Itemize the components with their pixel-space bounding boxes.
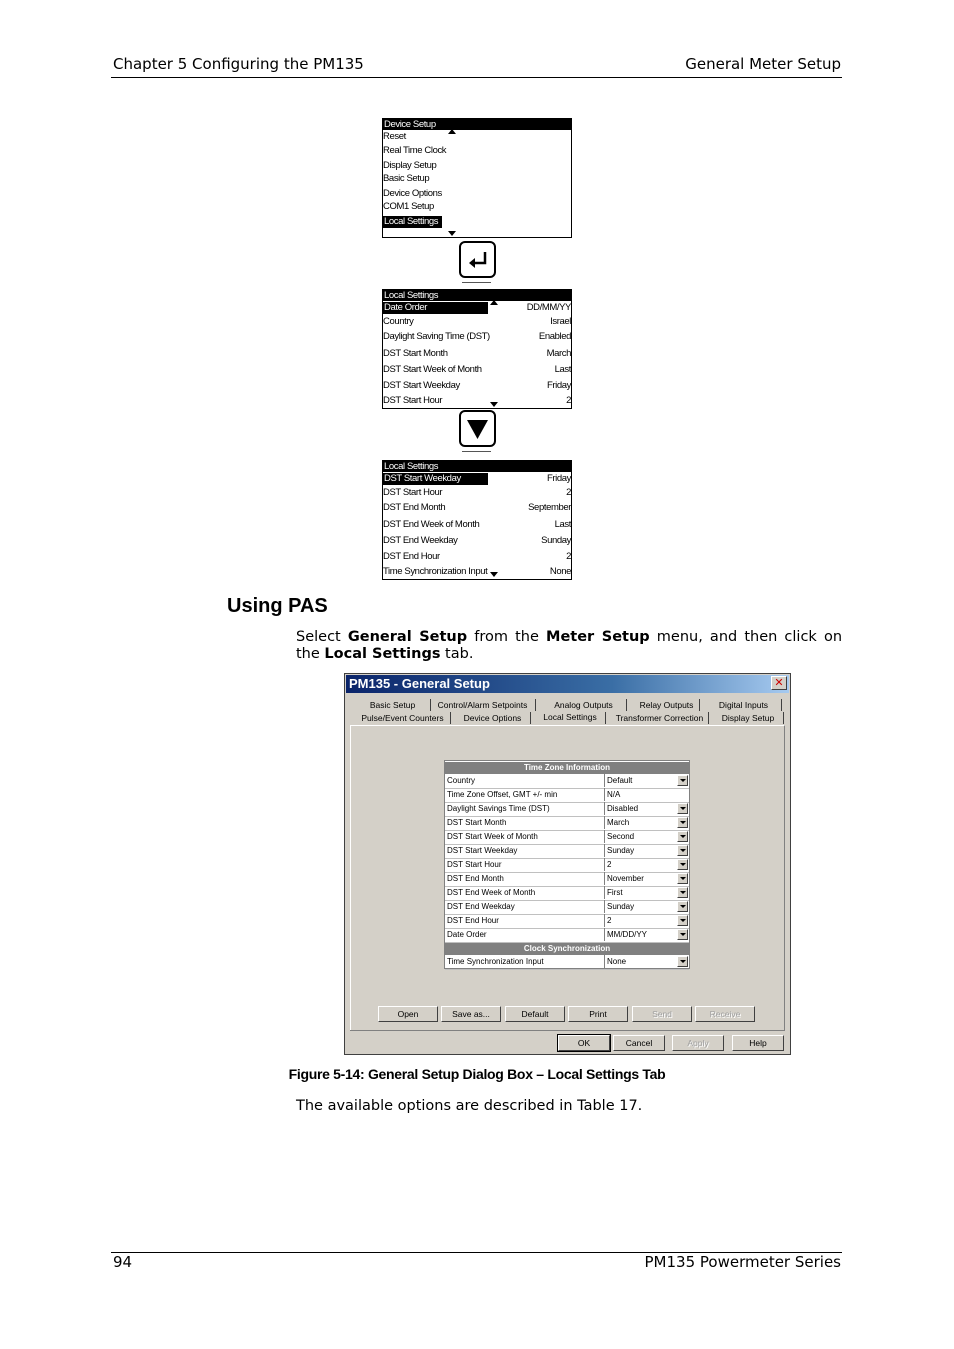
value-text: Default — [607, 776, 633, 785]
figure-caption: Figure 5-14: General Setup Dialog Box – Local Settings Tab — [288, 1066, 666, 1082]
value-field[interactable] — [604, 788, 689, 801]
lcd-menu-label: Device Options — [383, 188, 442, 199]
lcd-row-value: Last — [554, 364, 571, 375]
chevron-down-icon[interactable] — [677, 929, 688, 940]
value-dropdown[interactable] — [604, 844, 689, 857]
value-dropdown[interactable] — [604, 914, 689, 927]
lcd-row-label: Country — [383, 316, 414, 327]
chevron-down-icon[interactable] — [677, 873, 688, 884]
lcd-row-label: Daylight Saving Time (DST) — [383, 331, 490, 342]
tab-analog-outputs[interactable]: Analog Outputs — [554, 700, 613, 710]
tab-control-alarm-setpoints[interactable]: Control/Alarm Setpoints — [437, 700, 528, 710]
value-text: Sunday — [607, 846, 635, 855]
grid-row — [445, 774, 689, 789]
lcd-title: Device Setup — [383, 119, 571, 130]
grid-row-label: Time Synchronization Input — [447, 957, 544, 966]
chevron-down-icon[interactable] — [677, 901, 688, 912]
chevron-down-icon[interactable] — [677, 887, 688, 898]
chevron-down-icon[interactable] — [677, 831, 688, 842]
apply-button[interactable]: Apply — [672, 1035, 724, 1051]
grid-row-label: Country — [447, 776, 476, 785]
grid-row — [445, 955, 689, 970]
settings-grid — [444, 760, 690, 969]
lcd-menu-label: Reset — [383, 131, 406, 142]
lcd-title: Local Settings — [383, 290, 571, 301]
lcd-menu-item — [383, 173, 571, 185]
lcd-row-label: DST Start Week of Month — [383, 364, 482, 375]
header-rule — [111, 77, 842, 78]
lcd-row-label: DST Start Month — [383, 348, 448, 359]
lcd-row-value: September — [528, 502, 571, 513]
open-button[interactable]: Open — [378, 1006, 438, 1022]
tab-pulse-event-counters[interactable]: Pulse/Event Counters — [361, 713, 444, 723]
grid-row — [445, 886, 689, 901]
lcd-row-label: Time Synchronization Input — [383, 566, 488, 577]
lcd-row — [383, 380, 571, 392]
tab-local-settings[interactable]: Local Settings — [535, 711, 605, 723]
value-text: March — [607, 818, 630, 827]
grid-row — [445, 858, 689, 873]
lcd-row — [383, 535, 571, 547]
grid-row-label: Date Order — [447, 930, 487, 939]
tab-separator — [605, 712, 606, 724]
chevron-down-icon[interactable] — [677, 915, 688, 926]
lcd-local-settings-page2 — [382, 460, 572, 580]
value-text: N/A — [607, 790, 621, 799]
running-header-chapter: Chapter 5 Configuring the PM135 — [113, 55, 364, 73]
scroll-down-icon — [448, 231, 456, 236]
lcd-menu-item — [383, 188, 571, 200]
footer-series: PM135 Powermeter Series — [644, 1253, 841, 1271]
chevron-down-icon[interactable] — [677, 859, 688, 870]
scroll-down-icon — [490, 572, 498, 577]
value-dropdown[interactable] — [604, 886, 689, 899]
grid-row — [445, 928, 689, 943]
lcd-menu-label: Display Setup — [383, 160, 437, 171]
tab-separator — [781, 699, 782, 711]
chevron-down-icon[interactable] — [677, 845, 688, 856]
lcd-row-label: DST End Hour — [383, 551, 440, 562]
time-zone-header: Time Zone Information — [445, 762, 689, 774]
value-text: Second — [607, 832, 635, 841]
grid-row-label: DST Start Month — [447, 818, 507, 827]
tab-separator — [530, 712, 531, 724]
paragraph-text: tab. — [440, 646, 474, 662]
lcd-title: Local Settings — [383, 461, 571, 472]
grid-row — [445, 802, 689, 817]
intro-paragraph — [296, 629, 842, 663]
value-text: MM/DD/YY — [607, 930, 647, 939]
clock-sync-header: Clock Synchronization — [445, 943, 689, 955]
grid-row — [445, 872, 689, 887]
lcd-row — [383, 566, 571, 578]
ok-button[interactable]: OK — [558, 1035, 610, 1051]
lcd-row-value: 2 — [566, 551, 571, 562]
paragraph-text: Select — [296, 629, 348, 645]
grid-row-label: DST End Month — [447, 874, 504, 883]
lcd-row — [383, 395, 571, 407]
lcd-menu-item — [383, 160, 571, 172]
close-icon[interactable]: ✕ — [771, 676, 787, 690]
tab-separator — [535, 699, 536, 711]
value-text: 2 — [607, 916, 612, 925]
saveas-button[interactable]: Save as... — [441, 1006, 501, 1022]
grid-row-label: DST End Weekday — [447, 902, 515, 911]
lcd-row-value: March — [546, 348, 571, 359]
cancel-button[interactable]: Cancel — [613, 1035, 665, 1051]
lcd-row-label: DST End Month — [383, 502, 446, 513]
grid-row-label: Time Zone Offset, GMT +/- min — [447, 790, 558, 799]
lcd-row-value: 2 — [566, 395, 571, 406]
lcd-menu-item — [383, 131, 571, 143]
lcd-row — [383, 473, 571, 485]
grid-row — [445, 816, 689, 831]
tab-separator — [783, 712, 784, 724]
value-dropdown[interactable] — [604, 802, 689, 815]
scroll-down-icon — [490, 402, 498, 407]
print-button[interactable]: Print — [568, 1006, 628, 1022]
tab-digital-inputs[interactable]: Digital Inputs — [718, 700, 769, 710]
lcd-row — [383, 302, 571, 314]
lcd-device-setup-menu — [382, 118, 572, 238]
value-dropdown[interactable] — [604, 928, 689, 941]
dialog-title: PM135 - General Setup — [346, 675, 789, 693]
value-dropdown[interactable] — [604, 900, 689, 913]
lcd-row-label: DST End Week of Month — [383, 519, 480, 530]
value-dropdown[interactable] — [604, 774, 689, 787]
grid-row-label: DST Start Weekday — [447, 846, 518, 855]
lcd-row — [383, 316, 571, 328]
help-button[interactable]: Help — [732, 1035, 784, 1051]
menu-term: Meter Setup — [546, 629, 650, 645]
lcd-menu-item — [383, 145, 571, 157]
paragraph-text: from the — [467, 629, 547, 645]
lcd-row-value: Friday — [547, 473, 571, 484]
lcd-row-label: DST Start Weekday — [383, 473, 488, 485]
lcd-row-value: Last — [554, 519, 571, 530]
tab-separator — [699, 699, 700, 711]
value-text: November — [607, 874, 644, 883]
lcd-row-value: Sunday — [541, 535, 571, 546]
lcd-row — [383, 551, 571, 563]
chevron-down-icon[interactable] — [677, 817, 688, 828]
tab-transformer-correction[interactable]: Transformer Correction — [615, 713, 704, 723]
lcd-local-settings-page1 — [382, 289, 572, 409]
lcd-row-value: 2 — [566, 487, 571, 498]
chevron-down-icon[interactable] — [677, 803, 688, 814]
value-dropdown[interactable] — [604, 816, 689, 829]
down-arrow-key-icon — [459, 410, 496, 447]
lcd-row-label: DST End Weekday — [383, 535, 458, 546]
value-dropdown[interactable] — [604, 858, 689, 871]
grid-row — [445, 914, 689, 929]
lcd-menu-item — [383, 216, 571, 228]
lcd-row-label: Date Order — [383, 302, 488, 314]
tab-separator — [626, 699, 627, 711]
tab-relay-outputs[interactable]: Relay Outputs — [639, 700, 694, 710]
default-button[interactable]: Default — [505, 1006, 565, 1022]
value-text: 2 — [607, 860, 612, 869]
grid-row — [445, 788, 689, 803]
value-dropdown[interactable] — [604, 955, 689, 968]
lcd-row-label: DST Start Weekday — [383, 380, 460, 391]
lcd-menu-label: Local Settings — [383, 216, 442, 228]
grid-row-label: DST End Week of Month — [447, 888, 536, 897]
lcd-row-value: DD/MM/YY — [526, 302, 571, 313]
menu-term: General Setup — [347, 629, 468, 645]
lcd-row-value: Friday — [547, 380, 571, 391]
tab-display-setup[interactable]: Display Setup — [721, 713, 775, 723]
chevron-down-icon[interactable] — [677, 775, 688, 786]
lcd-menu-label: Real Time Clock — [383, 145, 447, 156]
grid-row-label: DST End Hour — [447, 916, 499, 925]
lcd-row-label: DST Start Hour — [383, 395, 443, 406]
value-text: Sunday — [607, 902, 635, 911]
value-text: First — [607, 888, 623, 897]
lcd-row — [383, 364, 571, 376]
running-header-section: General Meter Setup — [685, 55, 841, 73]
grid-row-label: DST Start Week of Month — [447, 832, 538, 841]
lcd-row-value: Enabled — [538, 331, 571, 342]
value-text: None — [607, 957, 627, 966]
grid-row — [445, 830, 689, 845]
chevron-down-icon[interactable] — [677, 956, 688, 967]
lcd-row — [383, 502, 571, 514]
lcd-row-value: None — [549, 566, 571, 577]
grid-row — [445, 900, 689, 915]
lcd-row — [383, 348, 571, 360]
lcd-menu-label: Basic Setup — [383, 173, 430, 184]
grid-row-label: Daylight Savings Time (DST) — [447, 804, 550, 813]
enter-key-icon — [459, 241, 496, 278]
value-dropdown[interactable] — [604, 830, 689, 843]
lcd-row-label: DST Start Hour — [383, 487, 443, 498]
lcd-menu-label: COM1 Setup — [383, 201, 434, 212]
value-text: Disabled — [607, 804, 639, 813]
section-heading: Using PAS — [227, 595, 328, 617]
tab-separator — [450, 712, 451, 724]
tab-device-options[interactable]: Device Options — [463, 713, 522, 723]
lcd-row-value: Israel — [550, 316, 571, 327]
value-dropdown[interactable] — [604, 872, 689, 885]
menu-term: Local Settings — [324, 646, 441, 662]
closing-paragraph: The available options are described in Table 17. — [296, 1098, 643, 1114]
lcd-row — [383, 331, 571, 343]
tab-separator — [708, 712, 709, 724]
lcd-row — [383, 519, 571, 531]
lcd-menu-item — [383, 201, 571, 213]
tab-basic-setup[interactable]: Basic Setup — [369, 700, 416, 710]
lcd-row — [383, 487, 571, 499]
receive-button[interactable]: Receive — [695, 1006, 755, 1022]
general-setup-dialog — [344, 673, 791, 1055]
page-number: 94 — [113, 1253, 133, 1271]
paragraph-text: menu, and then click on the — [296, 629, 843, 662]
send-button[interactable]: Send — [632, 1006, 692, 1022]
grid-row — [445, 844, 689, 859]
grid-row-label: DST Start Hour — [447, 860, 502, 869]
